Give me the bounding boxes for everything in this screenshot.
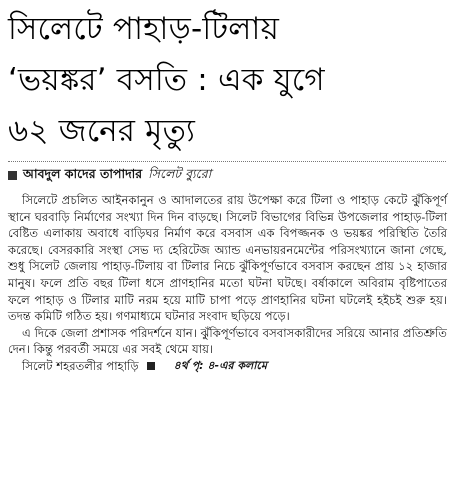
continuation-line [8,358,447,375]
headline-line-1: সিলেটে পাহাড়-টিলায় [8,11,280,47]
jump-marker-icon [147,362,155,370]
body-paragraph-1: সিলেটে প্রচলিত আইনকানুন ও আদালতের রায় উপেক্ষা করে টিলা ও পাহাড় কেটে ঝুঁকিপূর্ণ স্থানে ঘরবাড়ি নির্মাণের সংখ্যা দিন দিন বাড়ছে। সিলেট বিভাগের বিভিন্ন উপজেলার পাহাড়-টিলা বেষ্টিত এলাকায় অবাধে বাড়িঘর নির্মাণ করে বসবাস এক বিপজ্জনক ও ভয়ঙ্কর পরিস্থিতি তৈরি করেছে। বেসরকারি সংস্থা সেভ দ্য হেরিটেজ অ্যান্ড এনভায়রনমেন্টের পরিসংখ্যানে জানা গেছে, শুধু সিলেট জেলায় পাহাড়-টিলায় বা টিলার নিচে ঝুঁকিপূর্ণভাবে বসবাস করছেন প্রায় ১২ হাজার মানুষ। ফলে প্রতি বছর টিলা ধসে প্রাণহানির মতো ঘটনা ঘটছে। বর্ষাকালে অবিরাম বৃষ্টিপাতের ফলে পাহাড় ও টিলার মাটি নরম হয়ে মাটি চাপা পড়ে প্রাণহানির ঘটনা ঘটলেই হইচই শুরু হয়। তদন্ত কমিটি গঠিত হয়। গণমাধ্যমে ঘটনার সংবাদ ছড়িয়ে পড়ে। [8,193,447,324]
headline-line-2: ‘ভয়ঙ্কর’ বসতি : এক যুগে [8,62,325,98]
headline [8,4,447,157]
bureau-name: সিলেট ব্যুরো [148,165,212,181]
body-paragraph-2: এ দিকে জেলা প্রশাসক পরিদর্শনে যান। ঝুঁকিপূর্ণভাবে বসবাসকারীদের সরিয়ে আনার প্রতিশ্রুতি দেন। কিন্তু পরবর্তী সময়ে এর সবই থেমে যায়। [8,325,447,357]
byline-divider [8,161,446,162]
author-name: আবদুল কাদের তাপাদার [23,165,143,181]
headline-line-3: ৬২ জনের মৃত্যু [8,113,196,149]
byline [8,167,447,184]
byline-bullet-icon [8,171,17,180]
continued-text: সিলেট শহরতলীর পাহাড়ি [22,358,139,373]
article-body [8,192,447,358]
page-jump-reference[interactable]: ৪র্থ পৃ: ৪-এর কলামে [173,358,267,372]
